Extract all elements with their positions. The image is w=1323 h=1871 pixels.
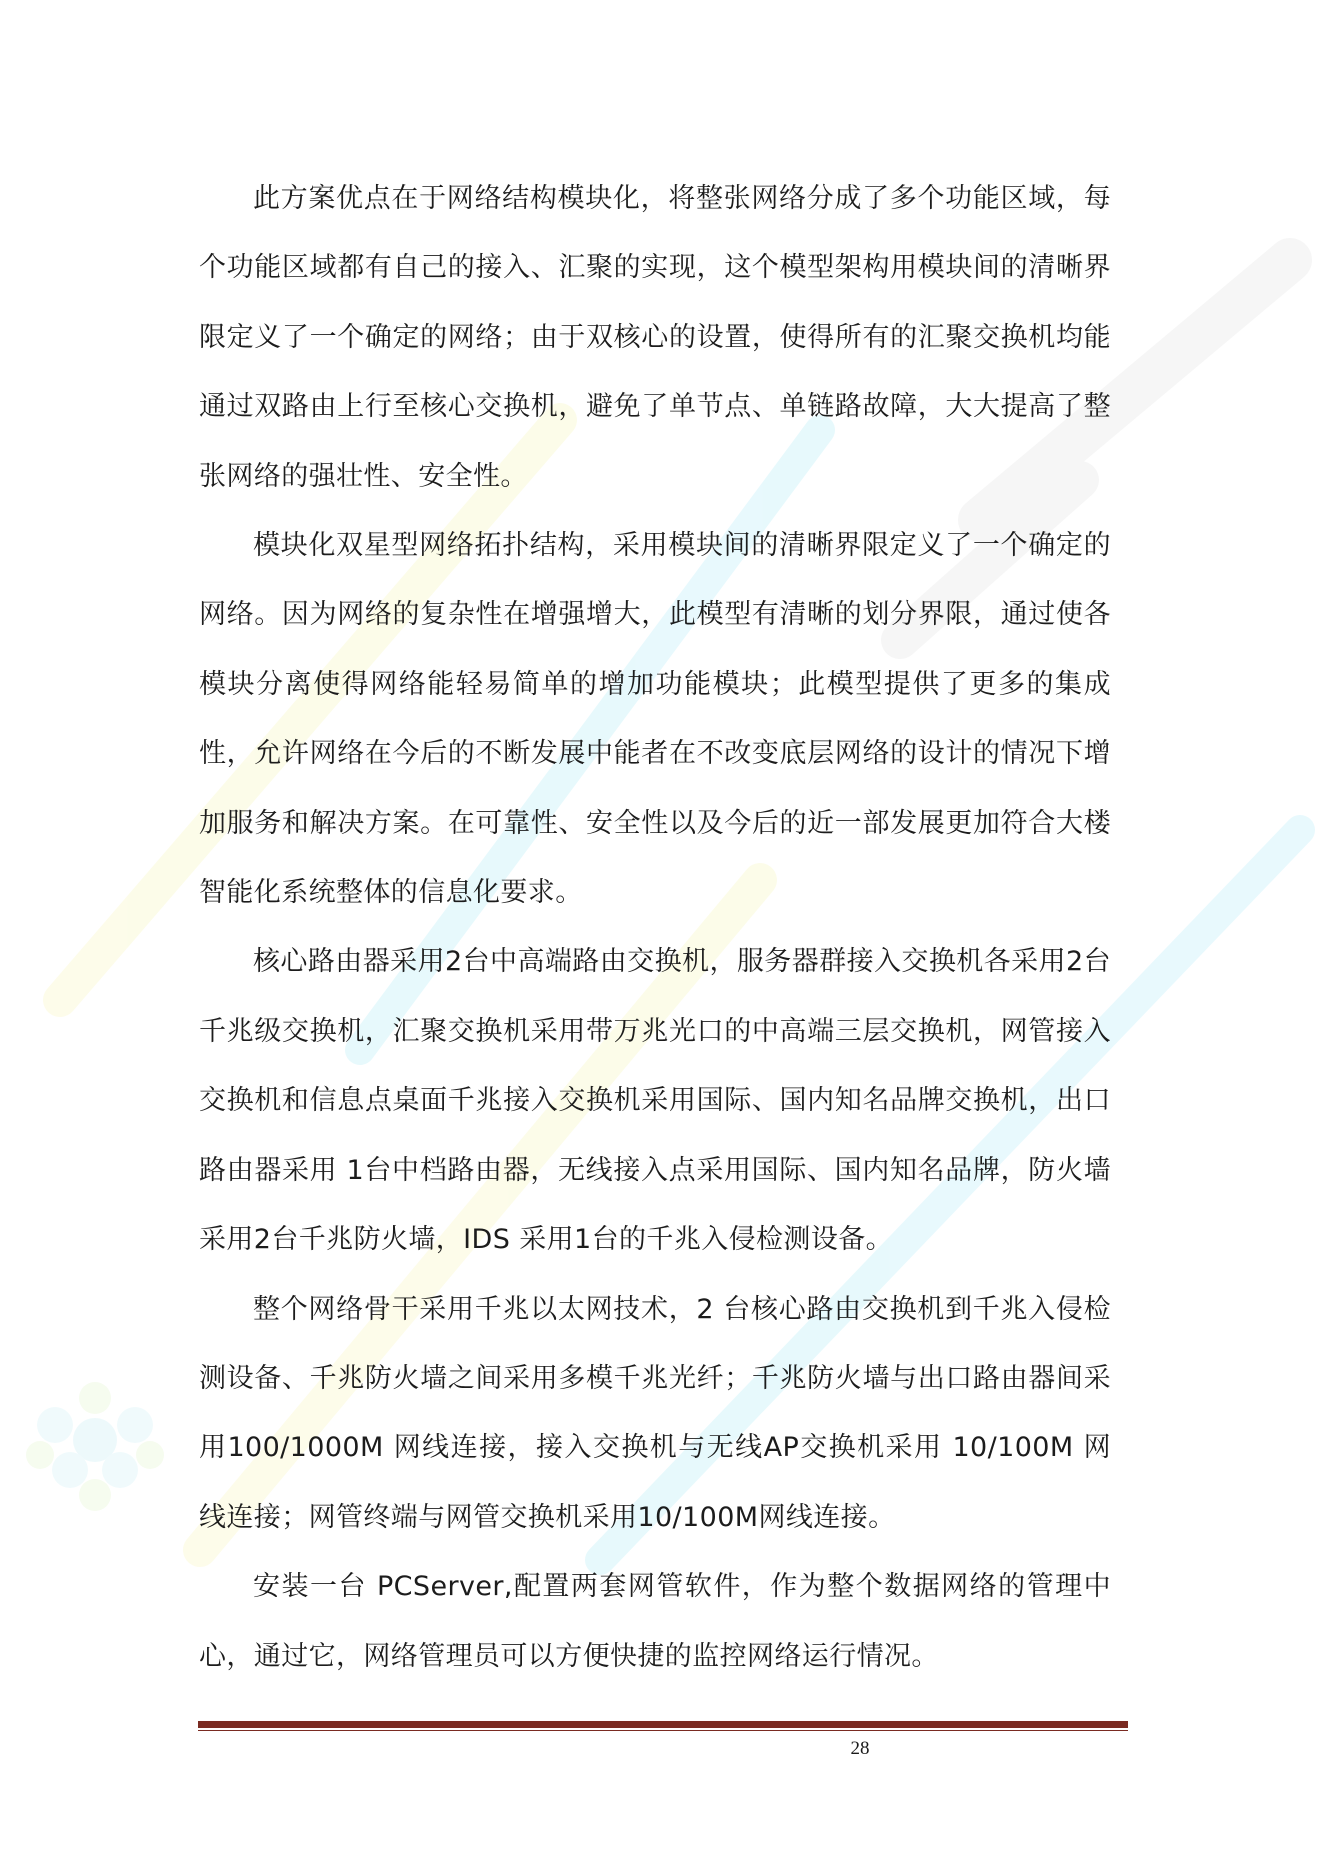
paragraph-network-modular: 此方案优点在于网络结构模块化，将整张网络分成了多个功能区域，每个功能区域都有自己的接入、汇聚的实现，这个模型架构用模块间的清晰界限定义了一个确定的网络；由于双核心的设置，使得所有的汇聚交换机均能通过双路由上行至核心交换机，避免了单节点、单链路故障，大大提高了整张网络的强壮性、安全性。	[199, 183, 1111, 492]
footer-rule-thin	[198, 1730, 1128, 1731]
footer-rule	[198, 1721, 1128, 1731]
paragraph-backbone-cabling: 整个网络骨干采用千兆以太网技术，2 台核心路由交换机到千兆入侵检测设备、千兆防火墙之间采用多模千兆光纤；千兆防火墙与出口路由器间采用100/1000M 网线连接，接入交换机与无线AP交换机采用 10/100M 网线连接；网管终端与网管交换机采用10/100M网线连接。	[199, 1293, 1111, 1533]
paragraph-dual-star-topology: 模块化双星型网络拓扑结构，采用模块间的清晰界限定义了一个确定的网络。因为网络的复杂性在增强增大，此模型有清晰的划分界限，通过使各模块分离使得网络能轻易简单的增加功能模块；此模型提供了更多的集成性，允许网络在今后的不断发展中能者在不改变底层网络的设计的情况下增加服务和解决方案。在可靠性、安全性以及今后的近一部发展更加符合大楼智能化系统整体的信息化要求。	[199, 530, 1111, 909]
document-body	[199, 164, 1111, 1691]
paragraph-network-management: 安装一台 PCServer,配置两套网管软件，作为整个数据网络的管理中心，通过它，网络管理员可以方便快捷的监控网络运行情况。	[199, 1571, 1111, 1672]
footer-rule-thick	[198, 1721, 1128, 1728]
watermark-flower-icon	[26, 1382, 164, 1511]
paragraph-equipment-selection: 核心路由器采用2台中高端路由交换机，服务器群接入交换机各采用2台千兆级交换机，汇聚交换机采用带万兆光口的中高端三层交换机，网管接入交换机和信息点桌面千兆接入交换机采用国际、国内知名品牌交换机，出口路由器采用 1台中档路由器，无线接入点采用国际、国内知名品牌，防火墙采用2台千兆防火墙，IDS 采用1台的千兆入侵检测设备。	[199, 946, 1111, 1256]
page-number: 28	[850, 1738, 870, 1759]
